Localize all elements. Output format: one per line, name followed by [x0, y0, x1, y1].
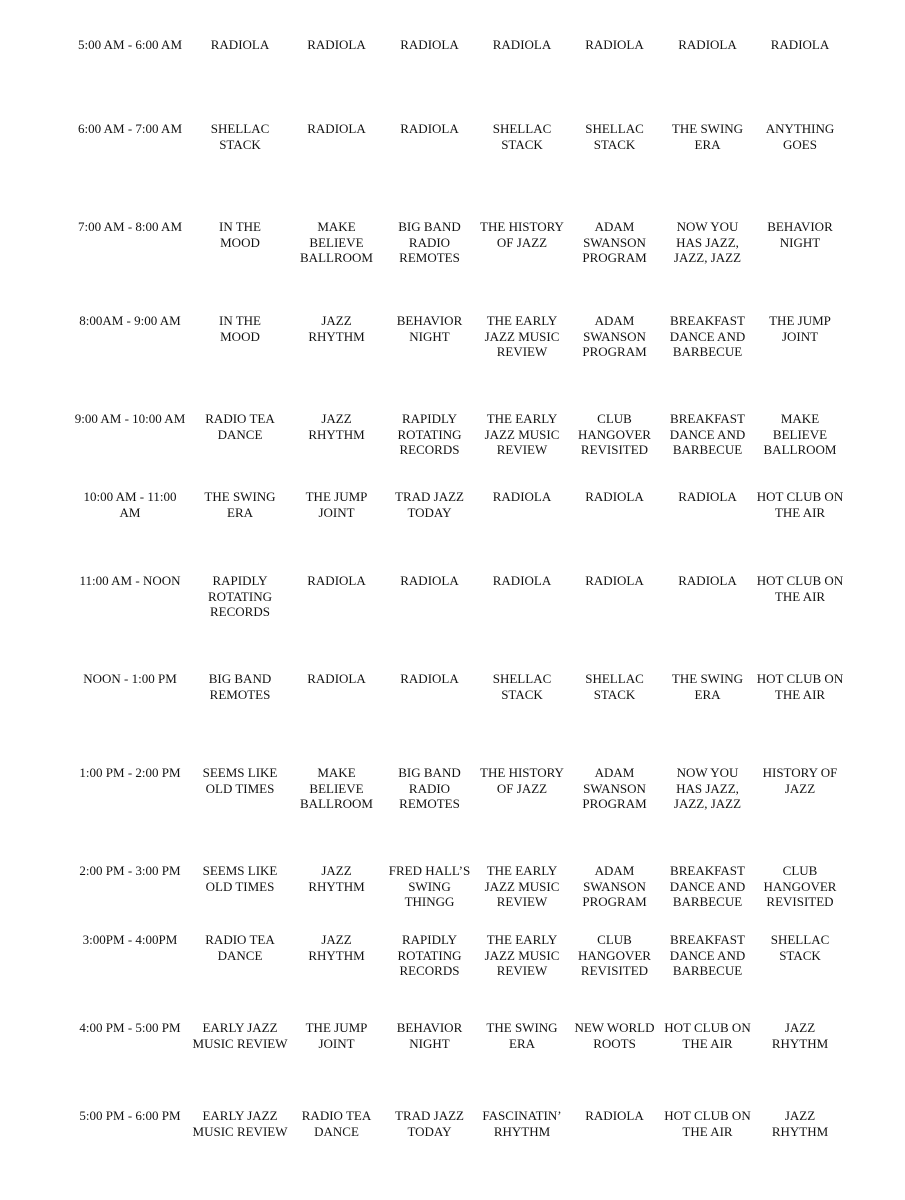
time-slot-label: 3:00PM - 4:00PM: [82, 932, 178, 947]
show-cell: THE JUMP JOINT: [769, 313, 831, 344]
show-cell: THE JUMP JOINT: [305, 489, 368, 520]
show-cell: IN THE MOOD: [218, 219, 261, 250]
time-slot-label: 10:00 AM - 11:00 AM: [83, 489, 177, 520]
show-cell: RADIOLA: [492, 489, 552, 504]
time-slot-label: 5:00 PM - 6:00 PM: [79, 1108, 181, 1123]
show-cell: MAKE BELIEVE BALLROOM: [300, 219, 373, 265]
show-cell: ADAM SWANSON PROGRAM: [582, 765, 647, 811]
show-cell: CLUB HANGOVER REVISITED: [578, 411, 651, 457]
show-cell: BIG BAND REMOTES: [208, 671, 272, 702]
time-slot-label: NOON - 1:00 PM: [83, 671, 177, 686]
show-cell: CLUB HANGOVER REVISITED: [763, 863, 837, 909]
show-cell: SHELLAC STACK: [770, 932, 830, 963]
show-cell: BIG BAND RADIO REMOTES: [398, 219, 461, 265]
show-cell: EARLY JAZZ MUSIC REVIEW: [192, 1108, 288, 1139]
show-cell: HOT CLUB ON THE AIR: [664, 1108, 751, 1139]
show-cell: ADAM SWANSON PROGRAM: [582, 219, 647, 265]
show-cell: THE JUMP JOINT: [305, 1020, 368, 1051]
show-cell: RADIOLA: [492, 573, 552, 588]
time-slot-label: 5:00 AM - 6:00 AM: [77, 37, 182, 52]
show-cell: BIG BAND RADIO REMOTES: [398, 765, 461, 811]
show-cell: NOW YOU HAS JAZZ, JAZZ, JAZZ: [673, 765, 742, 811]
show-cell: TRAD JAZZ TODAY: [395, 1108, 464, 1139]
show-cell: SHELLAC STACK: [492, 671, 552, 702]
show-cell: BREAKFAST DANCE AND BARBECUE: [669, 411, 746, 457]
time-slot-label: 11:00 AM - NOON: [79, 573, 181, 588]
show-cell: BEHAVIOR NIGHT: [396, 1020, 463, 1051]
show-cell: BEHAVIOR NIGHT: [396, 313, 463, 344]
show-cell: RADIOLA: [400, 121, 459, 136]
show-cell: FRED HALL’S SWING THINGG: [388, 863, 471, 909]
show-cell: SHELLAC STACK: [585, 121, 644, 152]
show-cell: JAZZ RHYTHM: [771, 1020, 829, 1051]
show-cell: HOT CLUB ON THE AIR: [664, 1020, 751, 1051]
show-cell: JAZZ RHYTHM: [308, 863, 365, 894]
show-cell: RADIOLA: [210, 37, 270, 52]
show-cell: HOT CLUB ON THE AIR: [756, 671, 844, 702]
show-cell: THE EARLY JAZZ MUSIC REVIEW: [484, 932, 560, 978]
show-cell: RADIOLA: [585, 573, 644, 588]
show-cell: RADIOLA: [307, 37, 366, 52]
show-cell: RADIOLA: [307, 671, 366, 686]
show-cell: THE HISTORY OF JAZZ: [480, 219, 564, 250]
show-cell: THE SWING ERA: [486, 1020, 558, 1051]
show-cell: HISTORY OF JAZZ: [762, 765, 838, 796]
show-cell: JAZZ RHYTHM: [308, 411, 365, 442]
show-cell: ADAM SWANSON PROGRAM: [582, 863, 647, 909]
show-cell: RADIO TEA DANCE: [301, 1108, 372, 1139]
show-cell: BREAKFAST DANCE AND BARBECUE: [669, 932, 746, 978]
time-slot-label: 1:00 PM - 2:00 PM: [79, 765, 181, 780]
show-cell: BEHAVIOR NIGHT: [767, 219, 833, 250]
show-cell: RADIOLA: [400, 573, 459, 588]
show-cell: THE EARLY JAZZ MUSIC REVIEW: [484, 411, 560, 457]
show-cell: RAPIDLY ROTATING RECORDS: [397, 411, 462, 457]
show-cell: MAKE BELIEVE BALLROOM: [300, 765, 373, 811]
show-cell: RADIOLA: [307, 573, 366, 588]
show-cell: THE HISTORY OF JAZZ: [480, 765, 564, 796]
show-cell: THE EARLY JAZZ MUSIC REVIEW: [484, 313, 560, 359]
show-cell: RADIOLA: [307, 121, 366, 136]
show-cell: MAKE BELIEVE BALLROOM: [763, 411, 837, 457]
show-cell: RADIOLA: [585, 37, 644, 52]
show-cell: JAZZ RHYTHM: [771, 1108, 829, 1139]
time-slot-label: 7:00 AM - 8:00 AM: [77, 219, 182, 234]
show-cell: BREAKFAST DANCE AND BARBECUE: [669, 863, 746, 909]
time-slot-label: 8:00AM - 9:00 AM: [79, 313, 181, 328]
show-cell: JAZZ RHYTHM: [308, 932, 365, 963]
show-cell: IN THE MOOD: [218, 313, 261, 344]
time-slot-label: 4:00 PM - 5:00 PM: [79, 1020, 181, 1035]
show-cell: THE SWING ERA: [204, 489, 276, 520]
show-cell: RADIOLA: [678, 489, 737, 504]
show-cell: NEW WORLD ROOTS: [574, 1020, 655, 1051]
show-cell: HOT CLUB ON THE AIR: [756, 489, 844, 520]
time-slot-label: 9:00 AM - 10:00 AM: [74, 411, 186, 426]
show-cell: RADIOLA: [585, 489, 644, 504]
show-cell: BREAKFAST DANCE AND BARBECUE: [669, 313, 746, 359]
show-cell: JAZZ RHYTHM: [308, 313, 365, 344]
show-cell: HOT CLUB ON THE AIR: [756, 573, 844, 604]
show-cell: SEEMS LIKE OLD TIMES: [202, 863, 278, 894]
show-cell: RADIOLA: [770, 37, 830, 52]
time-slot-label: 6:00 AM - 7:00 AM: [77, 121, 182, 136]
show-cell: RADIOLA: [400, 37, 459, 52]
show-cell: SHELLAC STACK: [492, 121, 552, 152]
show-cell: SEEMS LIKE OLD TIMES: [202, 765, 278, 796]
show-cell: SHELLAC STACK: [210, 121, 270, 152]
show-cell: FASCINATIN’ RHYTHM: [482, 1108, 562, 1139]
show-cell: RADIOLA: [678, 573, 737, 588]
show-cell: ADAM SWANSON PROGRAM: [582, 313, 647, 359]
show-cell: RAPIDLY ROTATING RECORDS: [397, 932, 462, 978]
show-cell: THE SWING ERA: [671, 121, 744, 152]
show-cell: RADIOLA: [585, 1108, 644, 1123]
show-cell: THE SWING ERA: [671, 671, 744, 702]
show-cell: RADIOLA: [678, 37, 737, 52]
show-cell: NOW YOU HAS JAZZ, JAZZ, JAZZ: [673, 219, 742, 265]
show-cell: TRAD JAZZ TODAY: [395, 489, 464, 520]
show-cell: RAPIDLY ROTATING RECORDS: [208, 573, 272, 619]
show-cell: RADIOLA: [492, 37, 552, 52]
show-cell: SHELLAC STACK: [585, 671, 644, 702]
show-cell: THE EARLY JAZZ MUSIC REVIEW: [484, 863, 560, 909]
show-cell: RADIO TEA DANCE: [205, 411, 275, 442]
show-cell: RADIO TEA DANCE: [205, 932, 275, 963]
show-cell: CLUB HANGOVER REVISITED: [578, 932, 651, 978]
show-cell: RADIOLA: [400, 671, 459, 686]
show-cell: ANYTHING GOES: [765, 121, 835, 152]
time-slot-label: 2:00 PM - 3:00 PM: [79, 863, 181, 878]
show-cell: EARLY JAZZ MUSIC REVIEW: [192, 1020, 288, 1051]
